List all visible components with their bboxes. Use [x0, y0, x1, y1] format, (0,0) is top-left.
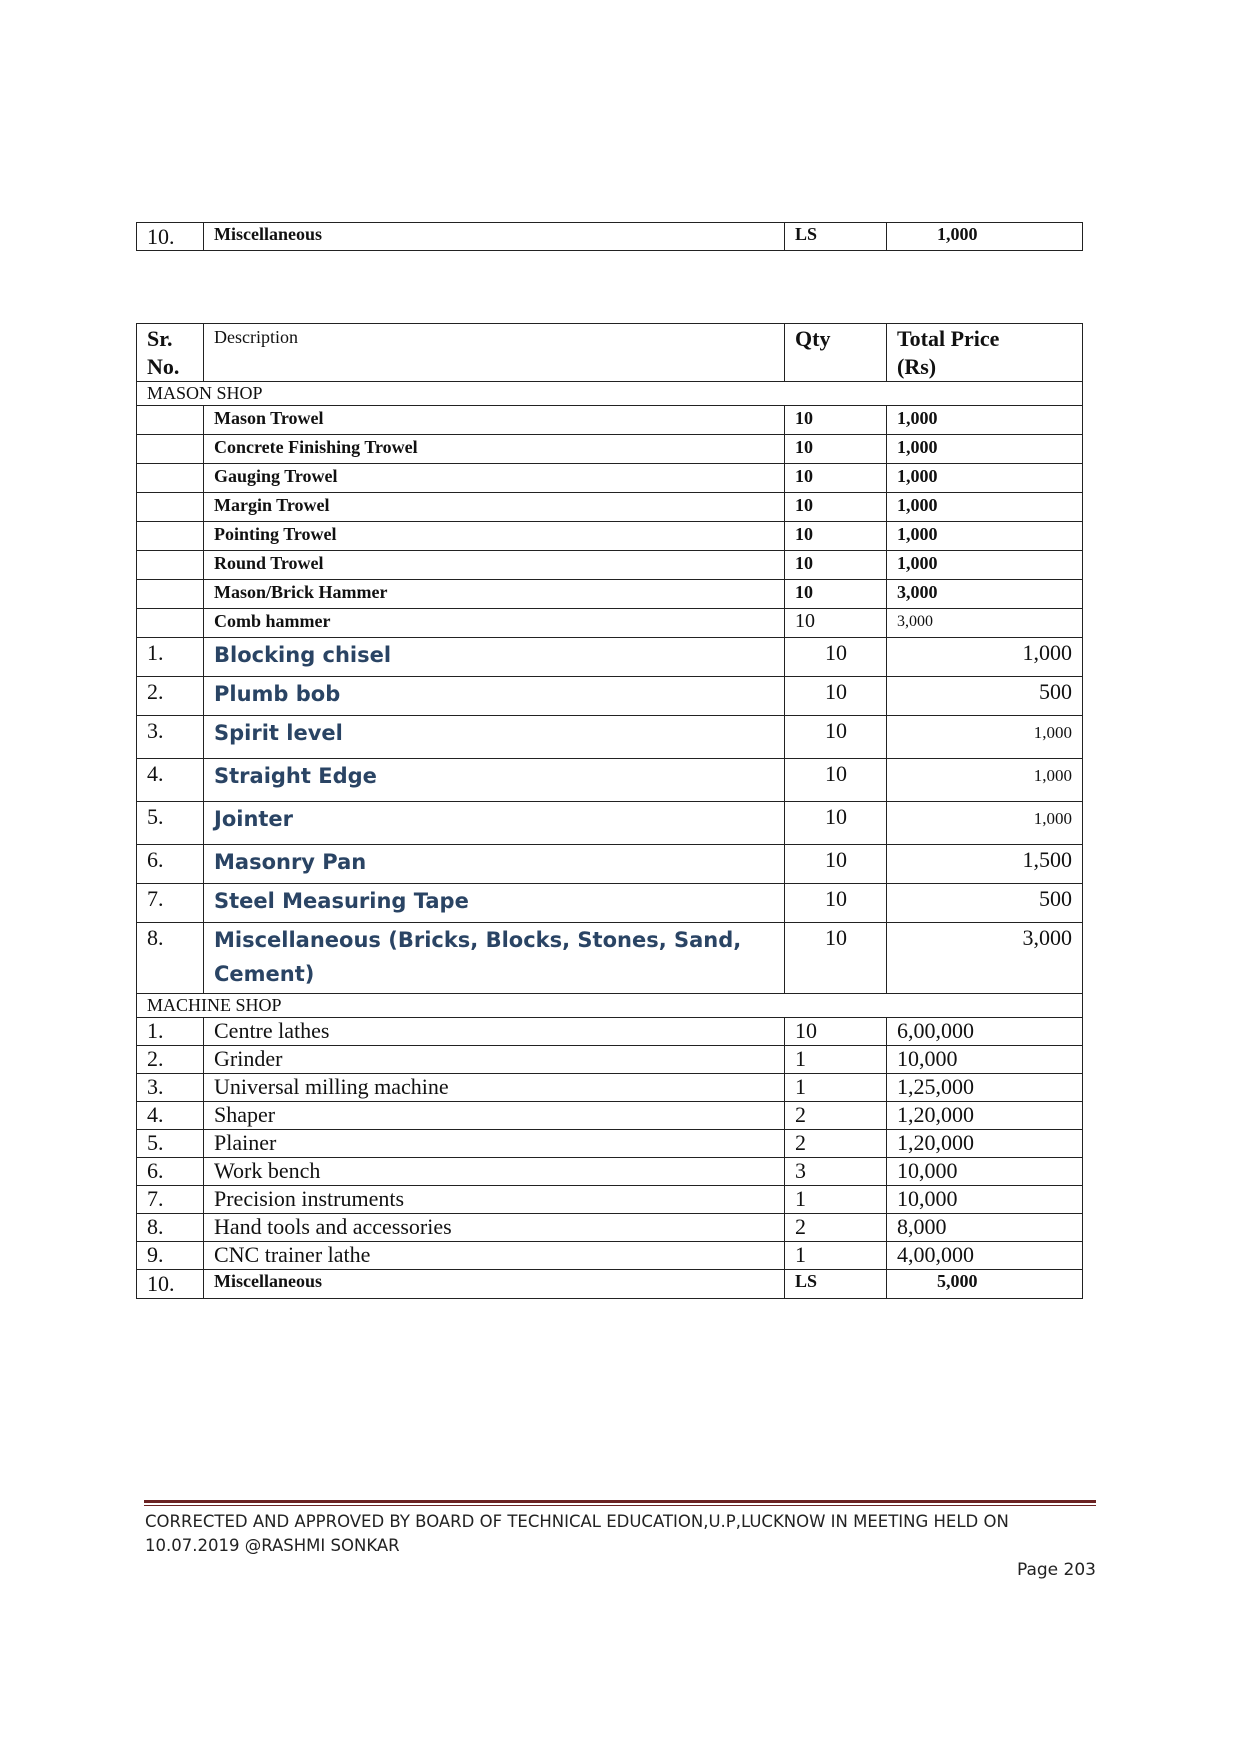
sr-cell: [137, 435, 204, 464]
sr-cell: 2.: [137, 677, 204, 716]
qty-cell: 1: [785, 1186, 887, 1214]
description-cell: Pointing Trowel: [204, 522, 785, 551]
sr-cell: 3.: [137, 1074, 204, 1102]
description-cell: CNC trainer lathe: [204, 1242, 785, 1270]
sr-cell: [137, 522, 204, 551]
table-row: [137, 580, 1083, 609]
section-row-machine-shop: [137, 994, 1083, 1018]
footer-rule-thin: [144, 1505, 1096, 1506]
sr-cell: 4.: [137, 759, 204, 802]
qty-cell: 2: [785, 1130, 887, 1158]
table-row: [137, 435, 1083, 464]
sr-cell: 5.: [137, 802, 204, 845]
price-cell: 1,000: [887, 406, 1083, 435]
price-cell: 1,000: [887, 464, 1083, 493]
footer-text: [145, 1510, 1105, 1558]
qty-cell: 10: [785, 802, 887, 845]
qty-cell: LS: [785, 223, 887, 251]
description-cell: Plumb bob: [204, 677, 785, 716]
table-row: [137, 1242, 1083, 1270]
sr-cell: [137, 551, 204, 580]
qty-cell: 10: [785, 435, 887, 464]
price-cell: 1,000: [887, 223, 1083, 251]
price-cell: 3,000: [887, 580, 1083, 609]
sr-cell: 8.: [137, 1214, 204, 1242]
sr-cell: [137, 609, 204, 638]
table-row: [137, 464, 1083, 493]
description-cell: Round Trowel: [204, 551, 785, 580]
qty-cell: 10: [785, 845, 887, 884]
table-row: [137, 1018, 1083, 1046]
table-row: [137, 802, 1083, 845]
description-cell: Blocking chisel: [204, 638, 785, 677]
sr-cell: 6.: [137, 1158, 204, 1186]
qty-cell: 1: [785, 1046, 887, 1074]
sr-cell: 5.: [137, 1130, 204, 1158]
description-cell: Plainer: [204, 1130, 785, 1158]
table-row: [137, 406, 1083, 435]
equipment-table: [136, 323, 1083, 1299]
top-table: [136, 222, 1083, 251]
table-row: [137, 1074, 1083, 1102]
price-cell: 4,00,000: [887, 1242, 1083, 1270]
description-cell: Mason/Brick Hammer: [204, 580, 785, 609]
qty-cell: 10: [785, 609, 887, 638]
qty-cell: 1: [785, 1074, 887, 1102]
qty-cell: 2: [785, 1102, 887, 1130]
table-row: [137, 1046, 1083, 1074]
table-row: [137, 1158, 1083, 1186]
description-cell: Gauging Trowel: [204, 464, 785, 493]
sr-cell: 4.: [137, 1102, 204, 1130]
price-cell: 1,000: [887, 716, 1083, 759]
qty-cell: 10: [785, 677, 887, 716]
table-row: [137, 677, 1083, 716]
qty-cell: 10: [785, 580, 887, 609]
qty-cell: 10: [785, 551, 887, 580]
page-number: Page 203: [1016, 1560, 1096, 1580]
table-row: [137, 1102, 1083, 1130]
section-row-mason-shop: [137, 382, 1083, 406]
sr-cell: 10.: [137, 1270, 204, 1299]
price-cell: 1,000: [887, 551, 1083, 580]
footer-rule: [144, 1500, 1096, 1503]
description-cell: Jointer: [204, 802, 785, 845]
sr-cell: 6.: [137, 845, 204, 884]
qty-cell: 10: [785, 464, 887, 493]
description-cell: Concrete Finishing Trowel: [204, 435, 785, 464]
description-cell: Miscellaneous: [204, 223, 785, 251]
price-cell: 8,000: [887, 1214, 1083, 1242]
price-cell: 1,20,000: [887, 1102, 1083, 1130]
sr-cell: [137, 493, 204, 522]
description-cell: Centre lathes: [204, 1018, 785, 1046]
price-cell: 10,000: [887, 1186, 1083, 1214]
qty-cell: 10: [785, 1018, 887, 1046]
qty-cell: 1: [785, 1242, 887, 1270]
description-cell: Hand tools and accessories: [204, 1214, 785, 1242]
description-cell: Steel Measuring Tape: [204, 884, 785, 923]
price-cell: 1,000: [887, 493, 1083, 522]
table-row: [137, 1186, 1083, 1214]
price-cell: 3,000: [887, 923, 1083, 994]
qty-cell: 10: [785, 522, 887, 551]
qty-cell: 10: [785, 884, 887, 923]
description-cell: Grinder: [204, 1046, 785, 1074]
table-row: [137, 522, 1083, 551]
sr-cell: 9.: [137, 1242, 204, 1270]
qty-cell: 10: [785, 638, 887, 677]
table-row: [137, 759, 1083, 802]
table-row: [137, 1214, 1083, 1242]
footer-line-2: 10.07.2019 @RASHMI SONKAR: [145, 1536, 400, 1555]
section-title: MACHINE SHOP: [137, 994, 1083, 1018]
price-cell: 1,25,000: [887, 1074, 1083, 1102]
table-row: [137, 551, 1083, 580]
price-cell: 1,20,000: [887, 1130, 1083, 1158]
table-row: [137, 716, 1083, 759]
table-header-row: [137, 324, 1083, 382]
table-row: [137, 609, 1083, 638]
price-cell: 5,000: [887, 1270, 1083, 1299]
sr-cell: [137, 580, 204, 609]
qty-cell: 10: [785, 716, 887, 759]
price-cell: 6,00,000: [887, 1018, 1083, 1046]
table-row: [137, 1270, 1083, 1299]
sr-cell: 7.: [137, 1186, 204, 1214]
price-cell: 1,000: [887, 802, 1083, 845]
description-cell: Miscellaneous (Bricks, Blocks, Stones, Sand, Cement): [204, 923, 785, 994]
section-title: MASON SHOP: [137, 382, 1083, 406]
sr-cell: [137, 464, 204, 493]
header-sr: Sr. No.: [137, 324, 204, 382]
footer-line-1: CORRECTED AND APPROVED BY BOARD OF TECHNICAL EDUCATION,U.P,LUCKNOW IN MEETING HELD ON: [145, 1512, 1009, 1531]
description-cell: Mason Trowel: [204, 406, 785, 435]
description-cell: Shaper: [204, 1102, 785, 1130]
price-cell: 1,500: [887, 845, 1083, 884]
description-cell: Precision instruments: [204, 1186, 785, 1214]
sr-cell: 3.: [137, 716, 204, 759]
sr-cell: 8.: [137, 923, 204, 994]
price-cell: 10,000: [887, 1046, 1083, 1074]
price-cell: 500: [887, 884, 1083, 923]
description-cell: Work bench: [204, 1158, 785, 1186]
qty-cell: 10: [785, 923, 887, 994]
table-row: [137, 1130, 1083, 1158]
sr-cell: 10.: [137, 223, 204, 251]
table-row: [137, 638, 1083, 677]
sr-cell: [137, 406, 204, 435]
table-row: [137, 923, 1083, 994]
qty-cell: 10: [785, 759, 887, 802]
description-cell: Spirit level: [204, 716, 785, 759]
description-cell: Masonry Pan: [204, 845, 785, 884]
price-cell: 3,000: [887, 609, 1083, 638]
price-cell: 1,000: [887, 435, 1083, 464]
table-row: [137, 845, 1083, 884]
header-qty: Qty: [785, 324, 887, 382]
header-price: Total Price (Rs): [887, 324, 1083, 382]
description-cell: Margin Trowel: [204, 493, 785, 522]
qty-cell: 2: [785, 1214, 887, 1242]
qty-cell: 3: [785, 1158, 887, 1186]
sr-cell: 7.: [137, 884, 204, 923]
price-cell: 10,000: [887, 1158, 1083, 1186]
price-cell: 500: [887, 677, 1083, 716]
sr-cell: 1.: [137, 638, 204, 677]
price-cell: 1,000: [887, 759, 1083, 802]
price-cell: 1,000: [887, 638, 1083, 677]
table-row: [137, 884, 1083, 923]
description-cell: Comb hammer: [204, 609, 785, 638]
description-cell: Miscellaneous: [204, 1270, 785, 1299]
header-description: Description: [204, 324, 785, 382]
sr-cell: 1.: [137, 1018, 204, 1046]
sr-cell: 2.: [137, 1046, 204, 1074]
table-row: [137, 493, 1083, 522]
table-row: [137, 223, 1083, 251]
qty-cell: 10: [785, 493, 887, 522]
price-cell: 1,000: [887, 522, 1083, 551]
qty-cell: 10: [785, 406, 887, 435]
qty-cell: LS: [785, 1270, 887, 1299]
description-cell: Straight Edge: [204, 759, 785, 802]
description-cell: Universal milling machine: [204, 1074, 785, 1102]
